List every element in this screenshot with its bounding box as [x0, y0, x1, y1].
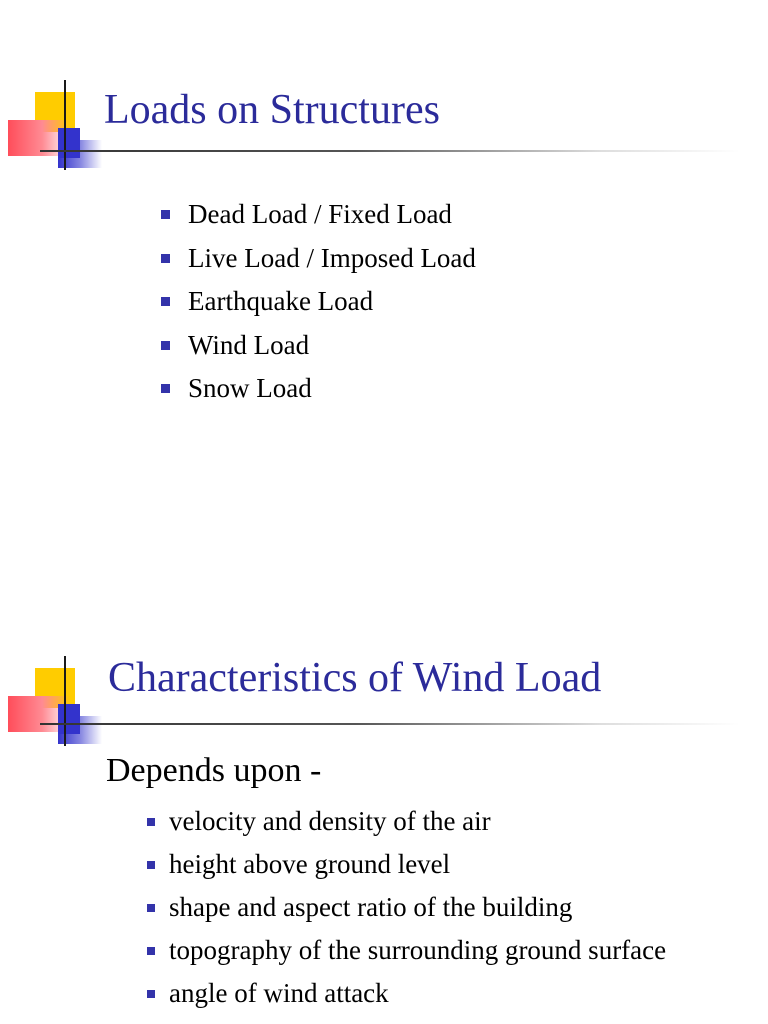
- square-bullet-icon: [161, 210, 170, 219]
- square-bullet-icon: [147, 904, 155, 912]
- square-bullet-icon: [147, 818, 155, 826]
- title-rule: [40, 723, 740, 725]
- slide-title: Loads on Structures: [104, 87, 440, 133]
- list-item-text: Dead Load / Fixed Load: [188, 199, 452, 229]
- list-item: [188, 196, 476, 240]
- square-bullet-icon: [147, 990, 155, 998]
- list-item: [169, 846, 666, 889]
- list-item: [188, 283, 476, 327]
- square-bullet-icon: [161, 297, 170, 306]
- slide-logo-icon: [8, 80, 108, 180]
- list-item: [169, 975, 666, 1018]
- slide-logo-icon: [8, 656, 108, 756]
- list-item-text: Earthquake Load: [188, 286, 374, 316]
- list-item-text: height above ground level: [169, 849, 451, 879]
- square-bullet-icon: [147, 861, 155, 869]
- list-item: [169, 932, 666, 975]
- slide-title: Characteristics of Wind Load: [108, 655, 602, 701]
- list-item: [169, 889, 666, 932]
- square-bullet-icon: [147, 947, 155, 955]
- list-item-text: angle of wind attack: [169, 978, 389, 1008]
- list-item-text: topography of the surrounding ground surface: [169, 935, 667, 965]
- title-rule: [40, 150, 740, 152]
- square-bullet-icon: [161, 384, 170, 393]
- bullet-list: [188, 196, 476, 414]
- list-item-text: Live Load / Imposed Load: [188, 242, 476, 273]
- square-bullet-icon: [161, 254, 170, 263]
- list-item-text: Snow Load: [188, 373, 312, 403]
- list-item: [188, 370, 476, 414]
- list-item-text: velocity and density of the air: [169, 806, 491, 836]
- bullet-list: [169, 803, 666, 1018]
- square-bullet-icon: [161, 341, 170, 350]
- list-item: [169, 803, 666, 846]
- list-item-text: shape and aspect ratio of the building: [169, 892, 573, 922]
- list-item-text: Wind Load: [188, 329, 310, 360]
- list-item: [188, 240, 476, 284]
- slide-subheading: Depends upon -: [106, 752, 322, 789]
- list-item: [188, 327, 476, 371]
